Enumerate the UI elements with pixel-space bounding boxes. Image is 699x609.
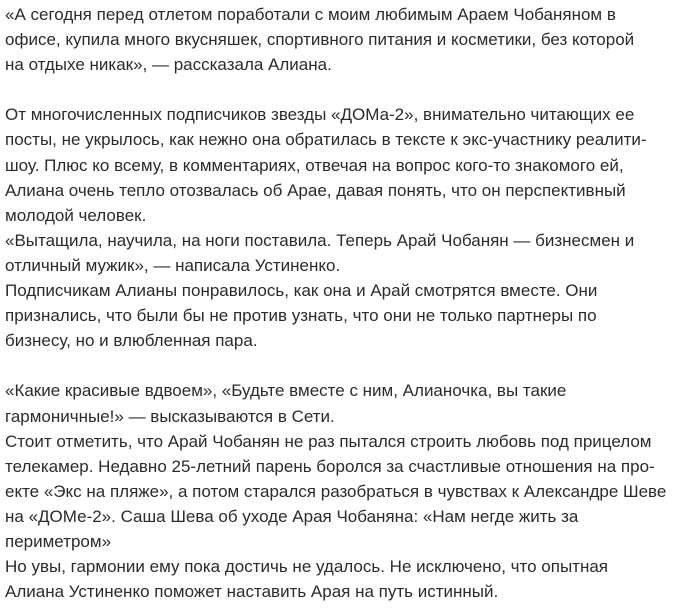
text-line: «Какие красивые вдвоем», «Будьте вместе с ним, Алианочка, вы такие — [5, 381, 567, 401]
text-line: «Вытащила, научила, на ноги поставила. Теперь Арай Чобанян — бизнесмен и — [5, 230, 635, 250]
text-line: Алиана очень тепло отозвалась об Арае, давая понять, что он перспективный — [5, 180, 626, 200]
paragraph-spacer — [5, 77, 695, 102]
text-line: Стоит отметить, что Арай Чобанян не раз пытался строить любовь под прицелом — [5, 431, 652, 451]
text-line: молодой человек. — [5, 205, 147, 225]
text-line: шоу. Плюс ко всему, в комментариях, отвечая на вопрос кого-то знакомого ей, — [5, 155, 624, 175]
text-line: посты, не укрылось, как нежно она обратилась в тексте к экс-участнику реалити- — [5, 130, 647, 150]
paragraph-spacer — [5, 353, 695, 378]
text-line: на «ДОМе-2». Саша Шева об уходе Арая Чобаняна: «Нам негде жить за — [5, 506, 579, 526]
text-line: От многочисленных подписчиков звезды «ДОМа-2», внимательно читающих ее — [5, 105, 635, 125]
text-line: признались, что были бы не против узнать, что они не только партнеры по — [5, 306, 597, 326]
text-line: екте «Экс на пляже», а потом старался разобраться в чувствах к Александре Шеве — [5, 481, 667, 501]
text-line: Подписчикам Алианы понравилось, как она и Арай смотрятся вместе. Они — [5, 281, 598, 301]
text-line: бизнесу, но и влюбленная пара. — [5, 331, 258, 351]
text-line: на отдыхе никак», — рассказала Алиана. — [5, 55, 332, 75]
text-line: гармоничные!» — высказываются в Сети. — [5, 406, 335, 426]
text-line: телекамер. Недавно 25-летний парень боролся за счастливые отношения на про- — [5, 456, 655, 476]
text-line: офисе, купила много вкусняшек, спортивного питания и косметики, без которой — [5, 30, 635, 50]
paragraph-3 — [5, 378, 695, 604]
paragraph-1 — [5, 2, 695, 77]
text-line: отличный мужик», — написала Устиненко. — [5, 255, 341, 275]
text-line: Алиана Устиненко поможет наставить Арая на путь истинный. — [5, 582, 499, 602]
paragraph-2 — [5, 102, 695, 353]
text-line: Но увы, гармонии ему пока достичь не удалось. Не исключено, что опытная — [5, 557, 608, 577]
text-line: периметром» — [5, 531, 112, 551]
article-body — [5, 2, 695, 604]
text-line: «А сегодня перед отлетом поработали с моим любимым Араем Чобаняном в — [5, 5, 616, 24]
